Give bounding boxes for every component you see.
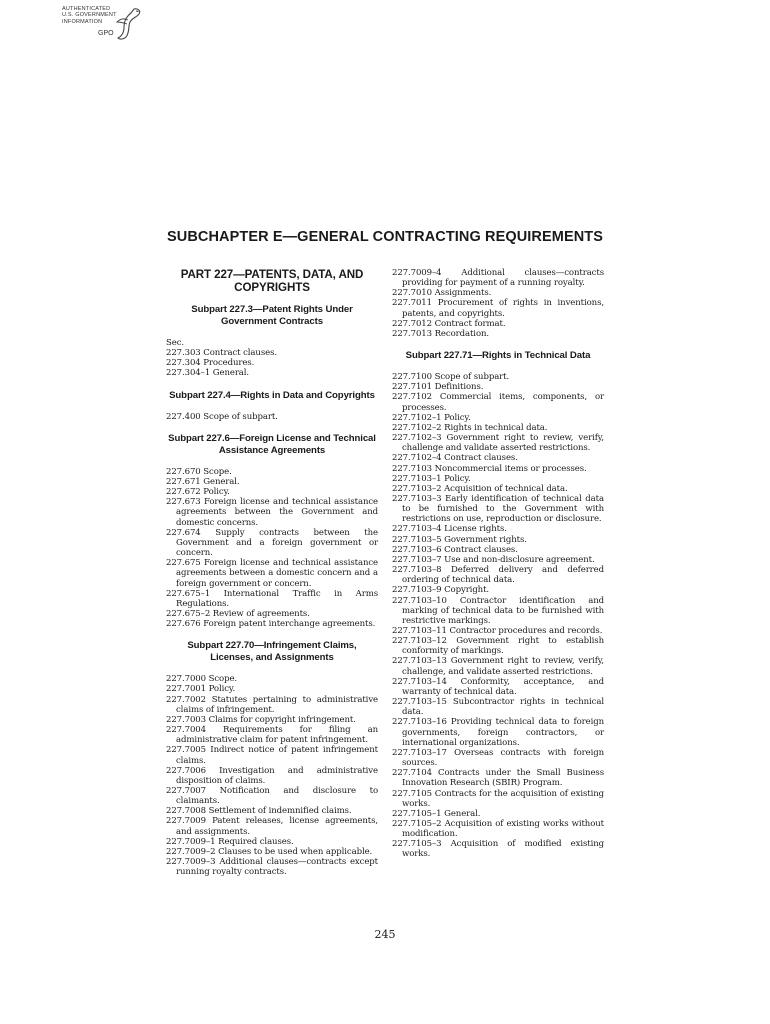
- eagle-icon: [112, 6, 142, 42]
- seal-text: [62, 6, 117, 25]
- toc-entry: 227.7103–2 Acquisition of technical data.: [392, 483, 568, 494]
- toc-entry: 227.7105–1 General.: [392, 808, 481, 819]
- left-column-body: [166, 304, 378, 877]
- toc-entry: 227.7000 Scope.: [166, 674, 238, 685]
- toc-entry: 227.7102–1 Policy.: [392, 412, 471, 423]
- subpart-heading: Subpart 227.71—Rights in Technical Data: [405, 350, 591, 362]
- toc-entry: 227.7103–10 Contractor identification and marking of technical data to be furnished with restrictive markings.: [392, 595, 604, 626]
- toc-entry: 227.7004 Requirements for filing an administrative claim for patent infringement.: [166, 725, 378, 746]
- right-column-body: [392, 268, 604, 860]
- toc-entry: 227.673 Foreign license and technical assistance agreements between the Government and domestic concerns.: [166, 497, 378, 528]
- seal-gpo-label: GPO: [98, 30, 114, 37]
- toc-entry: 227.7104 Contracts under the Small Business Innovation Research (SBIR) Program.: [392, 768, 604, 789]
- left-column: [166, 268, 378, 877]
- toc-entry: 227.675 Foreign license and technical assistance agreements between a domestic concern and a foreign government or concern.: [166, 558, 378, 589]
- toc-entry: 227.7009–2 Clauses to be used when applicable.: [166, 846, 373, 857]
- toc-entry: 227.7002 Statutes pertaining to administrative claims of infringement.: [166, 694, 378, 715]
- toc-entry: 227.7103–14 Conformity, acceptance, and warranty of technical data.: [392, 676, 604, 697]
- toc-entry: 227.7102–4 Contract clauses.: [392, 453, 518, 464]
- seal-line-3: INFORMATION: [62, 18, 103, 25]
- toc-entry: 227.671 General.: [166, 476, 240, 487]
- toc-entry: 227.7009 Patent releases, license agreements, and assignments.: [166, 816, 378, 837]
- toc-entry: 227.7005 Indirect notice of patent infringement claims.: [166, 745, 378, 766]
- part-title: PART 227—PATENTS, DATA, AND COPYRIGHTS: [180, 268, 364, 294]
- toc-entry: 227.7103–13 Government right to review, verify, challenge, and validate asserted restrictions.: [392, 656, 604, 677]
- subpart-heading: Subpart 227.70—Infringement Claims, Licenses, and Assignments: [187, 640, 357, 664]
- subchapter-title: SUBCHAPTER E—GENERAL CONTRACTING REQUIREMENTS: [166, 229, 604, 245]
- toc-entry: 227.7103–6 Contract clauses.: [392, 544, 518, 555]
- toc-entry: 227.672 Policy.: [166, 487, 230, 498]
- toc-entry: 227.675–1 International Traffic in Arms Regulations.: [166, 588, 378, 609]
- toc-entry: 227.7009–3 Additional clauses—contracts except running royalty contracts.: [166, 857, 378, 878]
- toc-entry: 227.7105 Contracts for the acquisition of existing works.: [392, 788, 604, 809]
- toc-entry: 227.304–1 General.: [166, 368, 250, 379]
- toc-entry: 227.303 Contract clauses.: [166, 348, 277, 359]
- toc-entry: 227.7012 Contract format.: [392, 318, 506, 329]
- toc-entry: 227.7007 Notification and disclosure to claimants.: [166, 786, 378, 807]
- toc-entry: 227.675–2 Review of agreements.: [166, 608, 310, 619]
- toc-entry: Sec.: [166, 338, 185, 348]
- toc-entry: 227.7103–9 Copyright.: [392, 585, 490, 596]
- toc-entry: 227.7103–3 Early identification of technical data to be furnished to the Government with restrictions on use, reproduction or disclosure.: [392, 493, 604, 525]
- right-column: [392, 268, 604, 860]
- subpart-heading: Subpart 227.3—Patent Rights Under Government Contracts: [191, 304, 353, 327]
- toc-entry: 227.7003 Claims for copyright infringement.: [166, 714, 356, 725]
- gpo-authentication-seal: [62, 6, 142, 46]
- toc-entry: 227.7102–2 Rights in technical data.: [392, 422, 548, 433]
- toc-entry: 227.7105–2 Acquisition of existing works without modification.: [392, 818, 604, 840]
- toc-entry: 227.7006 Investigation and administrative disposition of claims.: [166, 765, 378, 786]
- toc-entry: 227.7009–1 Required clauses.: [166, 836, 294, 847]
- toc-entry: 227.7103–4 License rights.: [392, 524, 507, 535]
- page-number: 245: [374, 928, 396, 941]
- toc-entry: 227.676 Foreign patent interchange agreements.: [166, 619, 376, 630]
- toc-entry: 227.400 Scope of subpart.: [166, 411, 278, 422]
- toc-entry: 227.7101 Definitions.: [392, 382, 484, 393]
- toc-entry: 227.7103–11 Contractor procedures and records.: [392, 626, 603, 636]
- subpart-heading: Subpart 227.4—Rights in Data and Copyrights: [169, 389, 375, 401]
- toc-entry: 227.7105–3 Acquisition of modified existing works.: [392, 839, 604, 860]
- toc-entry: 227.7008 Settlement of indemnified claims.: [166, 806, 352, 817]
- toc-entry: 227.7103–7 Use and non-disclosure agreement.: [392, 554, 595, 565]
- toc-entry: 227.7102 Commercial items, components, or processes.: [392, 392, 604, 413]
- toc-entry: 227.7010 Assignments.: [392, 288, 492, 299]
- toc-entry: 227.7009–4 Additional clauses—contracts providing for payment of a running royalty.: [392, 268, 604, 289]
- toc-entry: 227.304 Procedures.: [166, 358, 255, 369]
- toc-entry: 227.7100 Scope of subpart.: [392, 372, 510, 383]
- toc-entry: 227.7011 Procurement of rights in inventions, patents, and copyrights.: [392, 298, 604, 319]
- toc-entry: 227.7103–12 Government right to establish conformity of markings.: [392, 636, 604, 657]
- toc-entry: 227.7103 Noncommercial items or processes.: [392, 463, 587, 474]
- seal-line-1: AUTHENTICATED: [62, 6, 111, 12]
- seal-line-2: U.S. GOVERNMENT: [62, 12, 117, 19]
- toc-entry: 227.7103–15 Subcontractor rights in technical data.: [392, 697, 604, 718]
- toc-entry: 227.7001 Policy.: [166, 684, 236, 695]
- toc-entry: 227.7103–1 Policy.: [392, 473, 471, 484]
- toc-entry: 227.7103–17 Overseas contracts with foreign sources.: [392, 747, 604, 769]
- toc-entry: 227.7103–5 Government rights.: [392, 534, 527, 545]
- toc-entry: 227.7103–16 Providing technical data to foreign governments, foreign contractors, or international organizations.: [392, 717, 604, 748]
- toc-entry: 227.7103–8 Deferred delivery and deferred ordering of technical data.: [392, 565, 604, 586]
- toc-entry: 227.670 Scope.: [166, 466, 232, 477]
- subpart-heading: Subpart 227.6—Foreign License and Technical Assistance Agreements: [168, 432, 376, 456]
- toc-entry: 227.7102–3 Government right to review, verify, challenge and validate asserted restrictions.: [392, 433, 604, 454]
- toc-entry: 227.674 Supply contracts between the Government and a foreign government or concern.: [166, 527, 378, 559]
- toc-entry: 227.7013 Recordation.: [392, 328, 490, 339]
